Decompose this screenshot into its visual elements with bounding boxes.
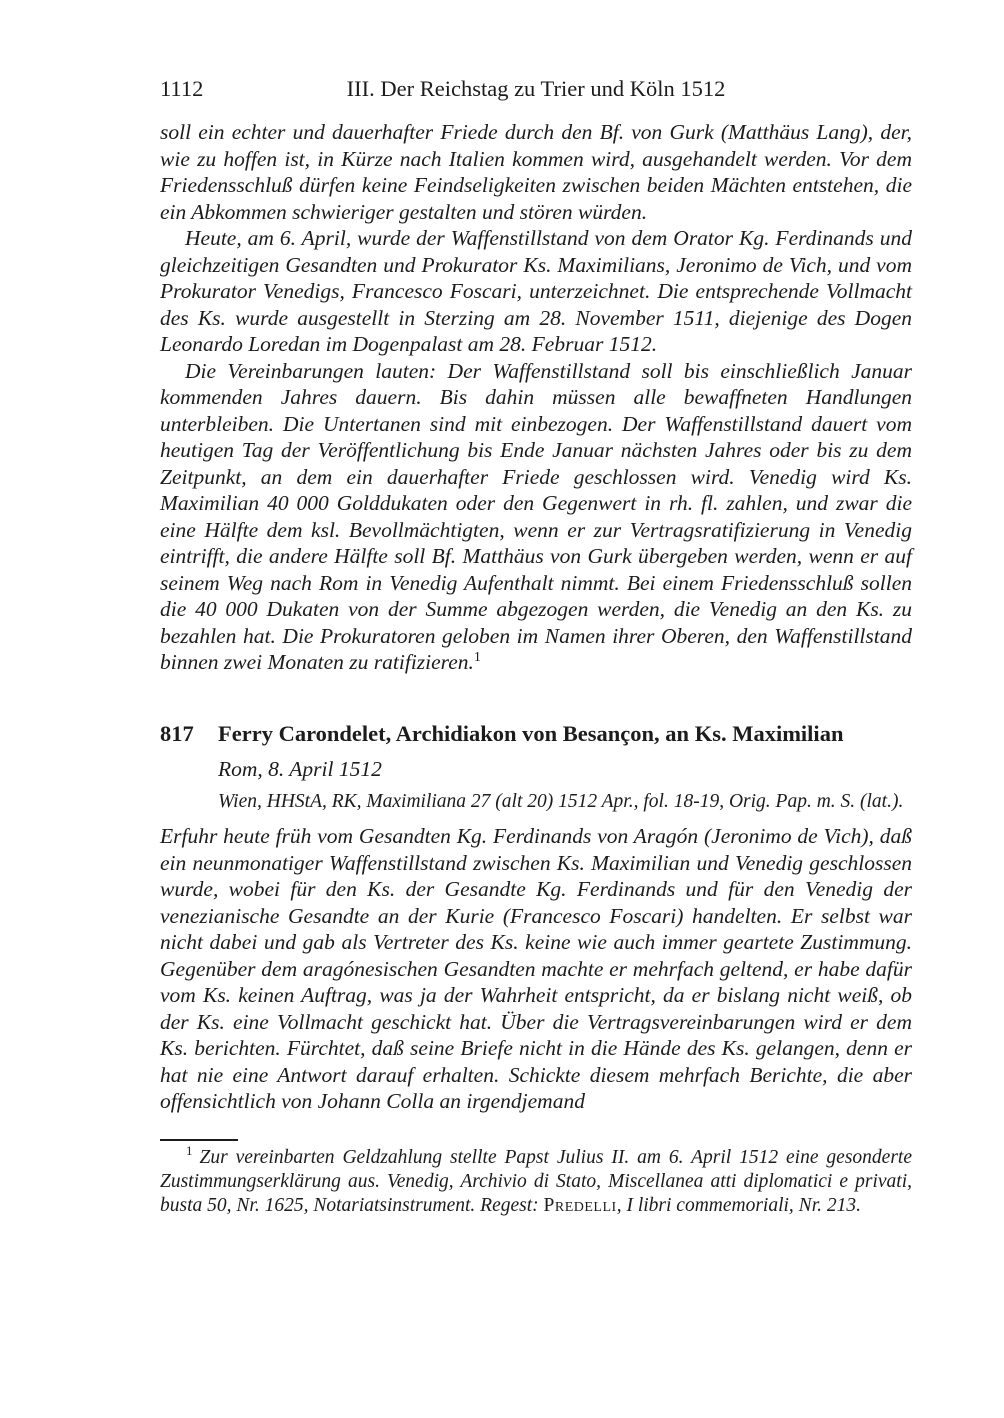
footnote-1 (160, 1143, 912, 1218)
running-head (160, 76, 912, 102)
entry-body: Erfuhr heute früh vom Gesandten Kg. Ferdinands von Aragón (Jeronimo de Vich), daß ein neunmonatiger Waffenstillstand zwischen Ks. Maximilian und Venedig geschlossen wurde, wobei für den Ks. der Gesandte Kg. Ferdinands und für den Venedig der venezianische Gesandte an der Kurie (Francesco Foscari) handelten. Er selbst war nicht dabei und gab als Vertreter des Ks. keine wie auch immer geartete Zustimmung. Gegenüber dem aragónesischen Gesandten machte er mehrfach geltend, er habe dafür vom Ks. keinen Auftrag, was ja der Wahrheit entspricht, da er bislang nicht weiß, ob der Ks. eine Vollmacht geschickt hat. Über die Vertragsvereinbarungen wird er dem Ks. berichten. Fürchtet, daß seine Briefe nicht in die Hände des Ks. gelangen, denn er hat nie eine Antwort darauf erhalten. Schickte diesem mehrfach Berichte, die aber offensichtlich von Johann Colla an irgendjemand (160, 824, 912, 1113)
continuation-paragraph-3 (160, 358, 912, 676)
chapter-title: III. Der Reichstag zu Trier und Köln 1512 (346, 76, 726, 101)
entry-heading (160, 720, 912, 747)
footnote-reference: 1 (473, 649, 481, 665)
footnote-marker: 1 (186, 1143, 193, 1158)
footnote-text-after: , I libri commemoriali, Nr. 213. (616, 1194, 861, 1216)
entry-817 (160, 720, 912, 1115)
entry-dateline: Rom, 8. April 1512 (218, 756, 382, 781)
continuation-paragraph-1: soll ein echter und dauerhafter Friede durch den Bf. von Gurk (Matthäus Lang), der, wie zu hoffen ist, in Kürze nach Italien kommen wird, ausgehandelt werden. Vor dem Friedensschluß dürfen keine Feindseligkeiten zwischen beiden Mächten entstehen, die ein Abkommen schwieriger gestalten und stören würden. (160, 120, 912, 224)
footnote-author: Predelli (543, 1194, 617, 1216)
entry-number: 817 (160, 720, 194, 746)
text-block (160, 119, 912, 1115)
page-number: 1112 (160, 76, 204, 101)
footnote-rule (160, 1139, 238, 1141)
footnote-section (160, 1139, 912, 1218)
footnote-text: Zur vereinbarten Geldzahlung stellte Papst Julius II. am 6. April 1512 eine gesonderte Zustimmungserklärung aus. Venedig, Archivio di Stato, Miscellanea atti diplomatici e privati, busta 50, Nr. 1625, Notariatsinstrument. Regest: (160, 1146, 912, 1216)
continuation-paragraph-2: Heute, am 6. April, wurde der Waffenstillstand von dem Orator Kg. Ferdinands und gleichzeitigen Gesandten und Prokurator Ks. Maximilians, Jeronimo de Vich, und vom Prokurator Venedigs, Francesco Foscari, unterzeichnet. Die entsprechende Vollmacht des Ks. wurde ausgestellt in Sterzing am 28. November 1511, diejenige des Dogen Leonardo Loredan im Dogenpalast am 28. Februar 1512. (160, 226, 912, 356)
continuation-paragraph-3-text: Die Vereinbarungen lauten: Der Waffenstillstand soll bis einschließlich Januar kommenden Jahres dauern. Bis dahin müssen alle bewaffneten Handlungen unterbleiben. Die Untertanen sind mit einbezogen. Der Waffenstillstand dauert vom heutigen Tag der Veröffentlichung bis Ende Januar nächsten Jahres oder bis zu dem Zeitpunkt, an dem ein dauerhafter Friede geschlossen wird. Venedig wird Ks. Maximilian 40 000 Golddukaten oder den Gegenwert in rh. fl. zahlen, und zwar die eine Hälfte dem ksl. Bevollmächtigten, wenn er zur Vertragsratifizierung in Venedig eintrifft, die andere Hälfte soll Bf. Matthäus von Gurk übergeben werden, wenn er auf seinem Weg nach Rom in Venedig Aufenthalt nimmt. Bei einem Friedensschluß sollen die 40 000 Dukaten von der Summe abgezogen werden, die Venedig an den Ks. zu bezahlen hat. Die Prokuratoren geloben im Namen ihrer Oberen, den Waffenstillstand binnen zwei Monaten zu ratifizieren. (160, 358, 912, 674)
entry-source-reference: Wien, HHStA, RK, Maximiliana 27 (alt 20) 1512 Apr., fol. 18-19, Orig. Pap. m. S. (lat.). (218, 791, 904, 812)
entry-title: Ferry Carondelet, Archidiakon von Besançon, an Ks. Maximilian (218, 720, 844, 746)
